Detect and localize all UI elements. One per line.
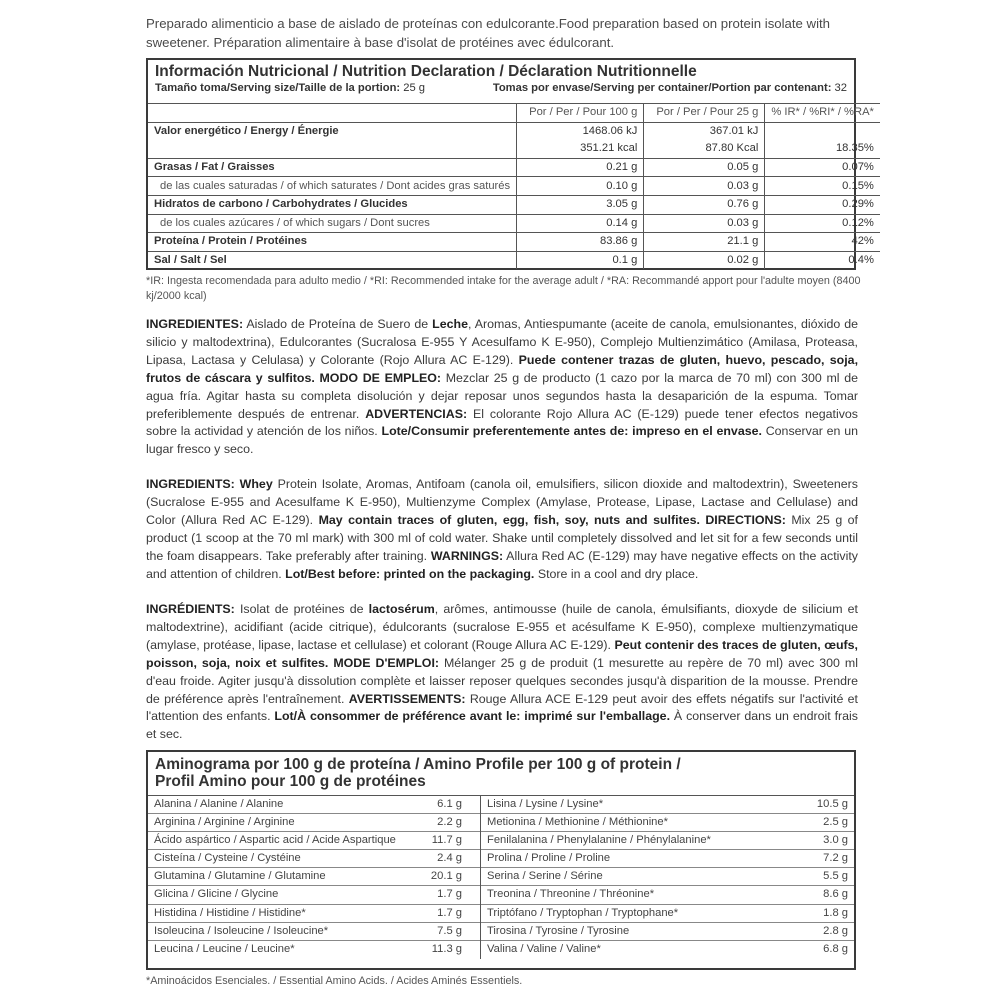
nutrient-row (148, 158, 880, 177)
amino-footnote: *Aminoácidos Esenciales. / Essential Amino Acids. / Acides Aminés Essentiels. (146, 975, 523, 987)
energy-label: Valor energético / Energy / Énergie (148, 122, 517, 140)
energy-kcal-100: 351.21 kcal (517, 140, 644, 158)
energy-kj-100: 1468.06 kJ (517, 122, 644, 140)
nutrient-per25: 0.03 g (644, 177, 765, 196)
amino-row: Prolina / Proline / Proline 7.2 g (481, 850, 854, 868)
nutrient-ri: 0.29% (765, 195, 880, 214)
amino-row: Histidina / Histidine / Histidine* 1.7 g (148, 905, 480, 923)
nutrient-row (148, 195, 880, 214)
amino-left-column (148, 796, 481, 959)
ri-footnote: *IR: Ingesta recomendada para adulto medio / *RI: Recommended intake for the average adult / *RA: Recommandé apport pour l'adulte moyen (8400 kj/2000 kcal) (146, 275, 861, 302)
amino-row: Leucina / Leucine / Leucine* 11.3 g (154, 942, 462, 955)
product-description: Preparado alimenticio a base de aislado de proteínas con edulcorante.Food preparation based on protein isolate with sweetener. Préparation alimentaire à base d'isolat de protéines avec édulcorant. (146, 16, 830, 50)
nutrient-per25: 21.1 g (644, 233, 765, 252)
ingredients-fr: INGRÉDIENTS: Isolat de protéines de lactosérum, arômes, antimousse (huile de canola, émulsifiants, dioxyde de silicium et maltodextrine), acidifiant (acide citrique), édulcorants (sucralose E-955 et acésulfame K E-950), complexe multienzymatique (amylase, protéase, lipase, lactase et cellulase) et colorant (Rouge Allura AC E-129). Peut contenir des traces de gluten, œufs, poisson, soja, noix et sulfites. MODE D'EMPLOI: Mélanger 25 g de produit (1 mesurette au repère de 70 ml) avec 300 ml d'eau froide. Agiter jusqu'à dissolution complète et laisser reposer quelques secondes jusqu'à disparition de la mousse. Prendre de préférence après l'entraînement. AVERTISSEMENTS: Rouge Allura ACE E-129 peut avoir des effets négatifs sur l'activité et l'attention des enfants. Lot/À consommer de préférence avant le: imprimé sur l'emballage. À conserver dans un endroit frais et sec. (146, 602, 859, 742)
nutrient-per25: 0.02 g (644, 251, 765, 269)
energy-kcal-25: 87.80 Kcal (644, 140, 765, 158)
nutrient-row (148, 214, 880, 233)
nutrient-per25: 0.05 g (644, 158, 765, 177)
nutrient-row (148, 233, 880, 252)
nutrient-ri: 0.4% (765, 251, 880, 269)
nutrient-per25: 0.03 g (644, 214, 765, 233)
nutrient-label: de las cuales saturadas / of which saturates / Dont acides gras saturés (148, 177, 517, 196)
nutrient-per100: 0.21 g (517, 158, 644, 177)
amino-profile-table (146, 750, 856, 970)
nutrient-row (148, 251, 880, 269)
energy-ri: 18.35% (765, 140, 880, 158)
nutrient-ri: 0.07% (765, 158, 880, 177)
amino-title: Aminograma por 100 g de proteína / Amino Profile per 100 g of protein / Profil Amino pour 100 g de protéines (148, 752, 854, 796)
amino-row: Metionina / Methionine / Méthionine* 2.5 g (481, 814, 854, 832)
nutrient-per100: 0.14 g (517, 214, 644, 233)
amino-row: Ácido aspártico / Aspartic acid / Acide Aspartique 11.7 g (148, 832, 480, 850)
energy-kj-25: 367.01 kJ (644, 122, 765, 140)
nutrient-per100: 0.10 g (517, 177, 644, 196)
ingredients-es: INGREDIENTES: Aislado de Proteína de Suero de Leche, Aromas, Antiespumante (aceite de canola, emulsionantes, dióxido de silicio y maltodextrina), Edulcorantes (Sucralosa E-955 Y Acesulfamo K E-950), Complejo Multienzimático (Amilasa, Proteasa, Lipasa, Lactasa y Celulasa) y Colorante (Rojo Allura AC E-129). Puede contener trazas de gluten, huevo, pescado, soja, frutos de cáscara y sulfitos. MODO DE EMPLEO: Mezclar 25 g de producto (1 cazo por la marca de 70 ml) con 300 ml de agua fría. Agitar hasta su completa disolución y dejar reposar unos segundos hasta la desaparición de la espuma. Tomar preferiblemente después de entrenar. ADVERTENCIAS: El colorante Rojo Allura AC (E-129) puede tener efectos negativos sobre la actividad y atención de los niños. Lote/Consumir preferentemente antes de: impreso en el envase. Conservar en un lugar fresco y seco. (146, 317, 859, 457)
nutrient-ri: 0.15% (765, 177, 880, 196)
energy-kcal-row (148, 140, 880, 158)
amino-row: Alanina / Alanine / Alanine 6.1 g (148, 796, 480, 814)
nutrient-ri: 0.12% (765, 214, 880, 233)
nutrition-title: Información Nutricional / Nutrition Declaration / Déclaration Nutritionnelle (155, 63, 697, 80)
amino-row: Isoleucina / Isoleucine / Isoleucine* 7.5 g (148, 923, 480, 941)
energy-row (148, 122, 880, 140)
amino-row: Glicina / Glicine / Glycine 1.7 g (148, 886, 480, 904)
amino-row: Serina / Serine / Sérine 5.5 g (481, 868, 854, 886)
nutrient-label: Grasas / Fat / Graisses (148, 158, 517, 177)
nutrient-per100: 3.05 g (517, 195, 644, 214)
amino-row: Cisteína / Cysteine / Cystéine 2.4 g (148, 850, 480, 868)
serving-info (148, 81, 854, 96)
col-ri: % IR* / %RI* / %RA* (765, 104, 880, 123)
nutrient-per100: 0.1 g (517, 251, 644, 269)
serving-size: Tamaño toma/Serving size/Taille de la portion: 25 g (155, 82, 426, 94)
amino-row: Glutamina / Glutamine / Glutamine 20.1 g (148, 868, 480, 886)
col-per25: Por / Per / Pour 25 g (644, 104, 765, 123)
amino-row: Fenilalanina / Phenylalanine / Phénylalanine* 3.0 g (481, 832, 854, 850)
nutrient-ri: 42% (765, 233, 880, 252)
amino-right-column (481, 796, 854, 959)
col-per100: Por / Per / Pour 100 g (517, 104, 644, 123)
amino-row: Arginina / Arginine / Arginine 2.2 g (148, 814, 480, 832)
nutrient-per100: 83.86 g (517, 233, 644, 252)
amino-row: Treonina / Threonine / Thréonine* 8.6 g (481, 886, 854, 904)
nutrient-label: de los cuales azúcares / of which sugars / Dont sucres (148, 214, 517, 233)
nutrient-row (148, 177, 880, 196)
ingredients-en: INGREDIENTS: Whey Protein Isolate, Aromas, Antifoam (canola oil, emulsifiers, silicon dioxide and maltodextrin), Sweeteners (Sucralose E-955 and Acesulfame K E-950), Multienzyme Complex (Amylase, Protease, Lipase, Lactase and Cellulase) and Color (Allura Red AC E-129). May contain traces of gluten, egg, fish, soy, nuts and sulfites. DIRECTIONS: Mix 25 g of product (1 scoop at the 70 ml mark) with 300 ml of cold water. Shake until completely dissolved and let sit for a few seconds until the foam disappears. Take preferably after training. WARNINGS: Allura Red AC (E-129) may have negative effects on the activity and attention of children. Lot/Best before: printed on the packaging. Store in a cool and dry place. (146, 477, 858, 581)
nutrition-table (146, 58, 874, 270)
nutrient-label: Hidratos de carbono / Carbohydrates / Glucides (148, 195, 517, 214)
nutrient-label: Sal / Salt / Sel (148, 251, 517, 269)
amino-row: Triptófano / Tryptophan / Tryptophane* 1.8 g (481, 905, 854, 923)
nutrition-header-row (148, 104, 880, 123)
amino-row: Tirosina / Tyrosine / Tyrosine 2.8 g (481, 923, 854, 941)
amino-row: Valina / Valine / Valine* 6.8 g (487, 942, 848, 955)
nutrition-grid (148, 103, 880, 269)
nutrient-label: Proteína / Protein / Protéines (148, 233, 517, 252)
servings-per-container: Tomas por envase/Serving per container/Portion par contenant: 32 (492, 82, 847, 94)
nutrient-per25: 0.76 g (644, 195, 765, 214)
amino-row: Lisina / Lysine / Lysine* 10.5 g (481, 796, 854, 814)
